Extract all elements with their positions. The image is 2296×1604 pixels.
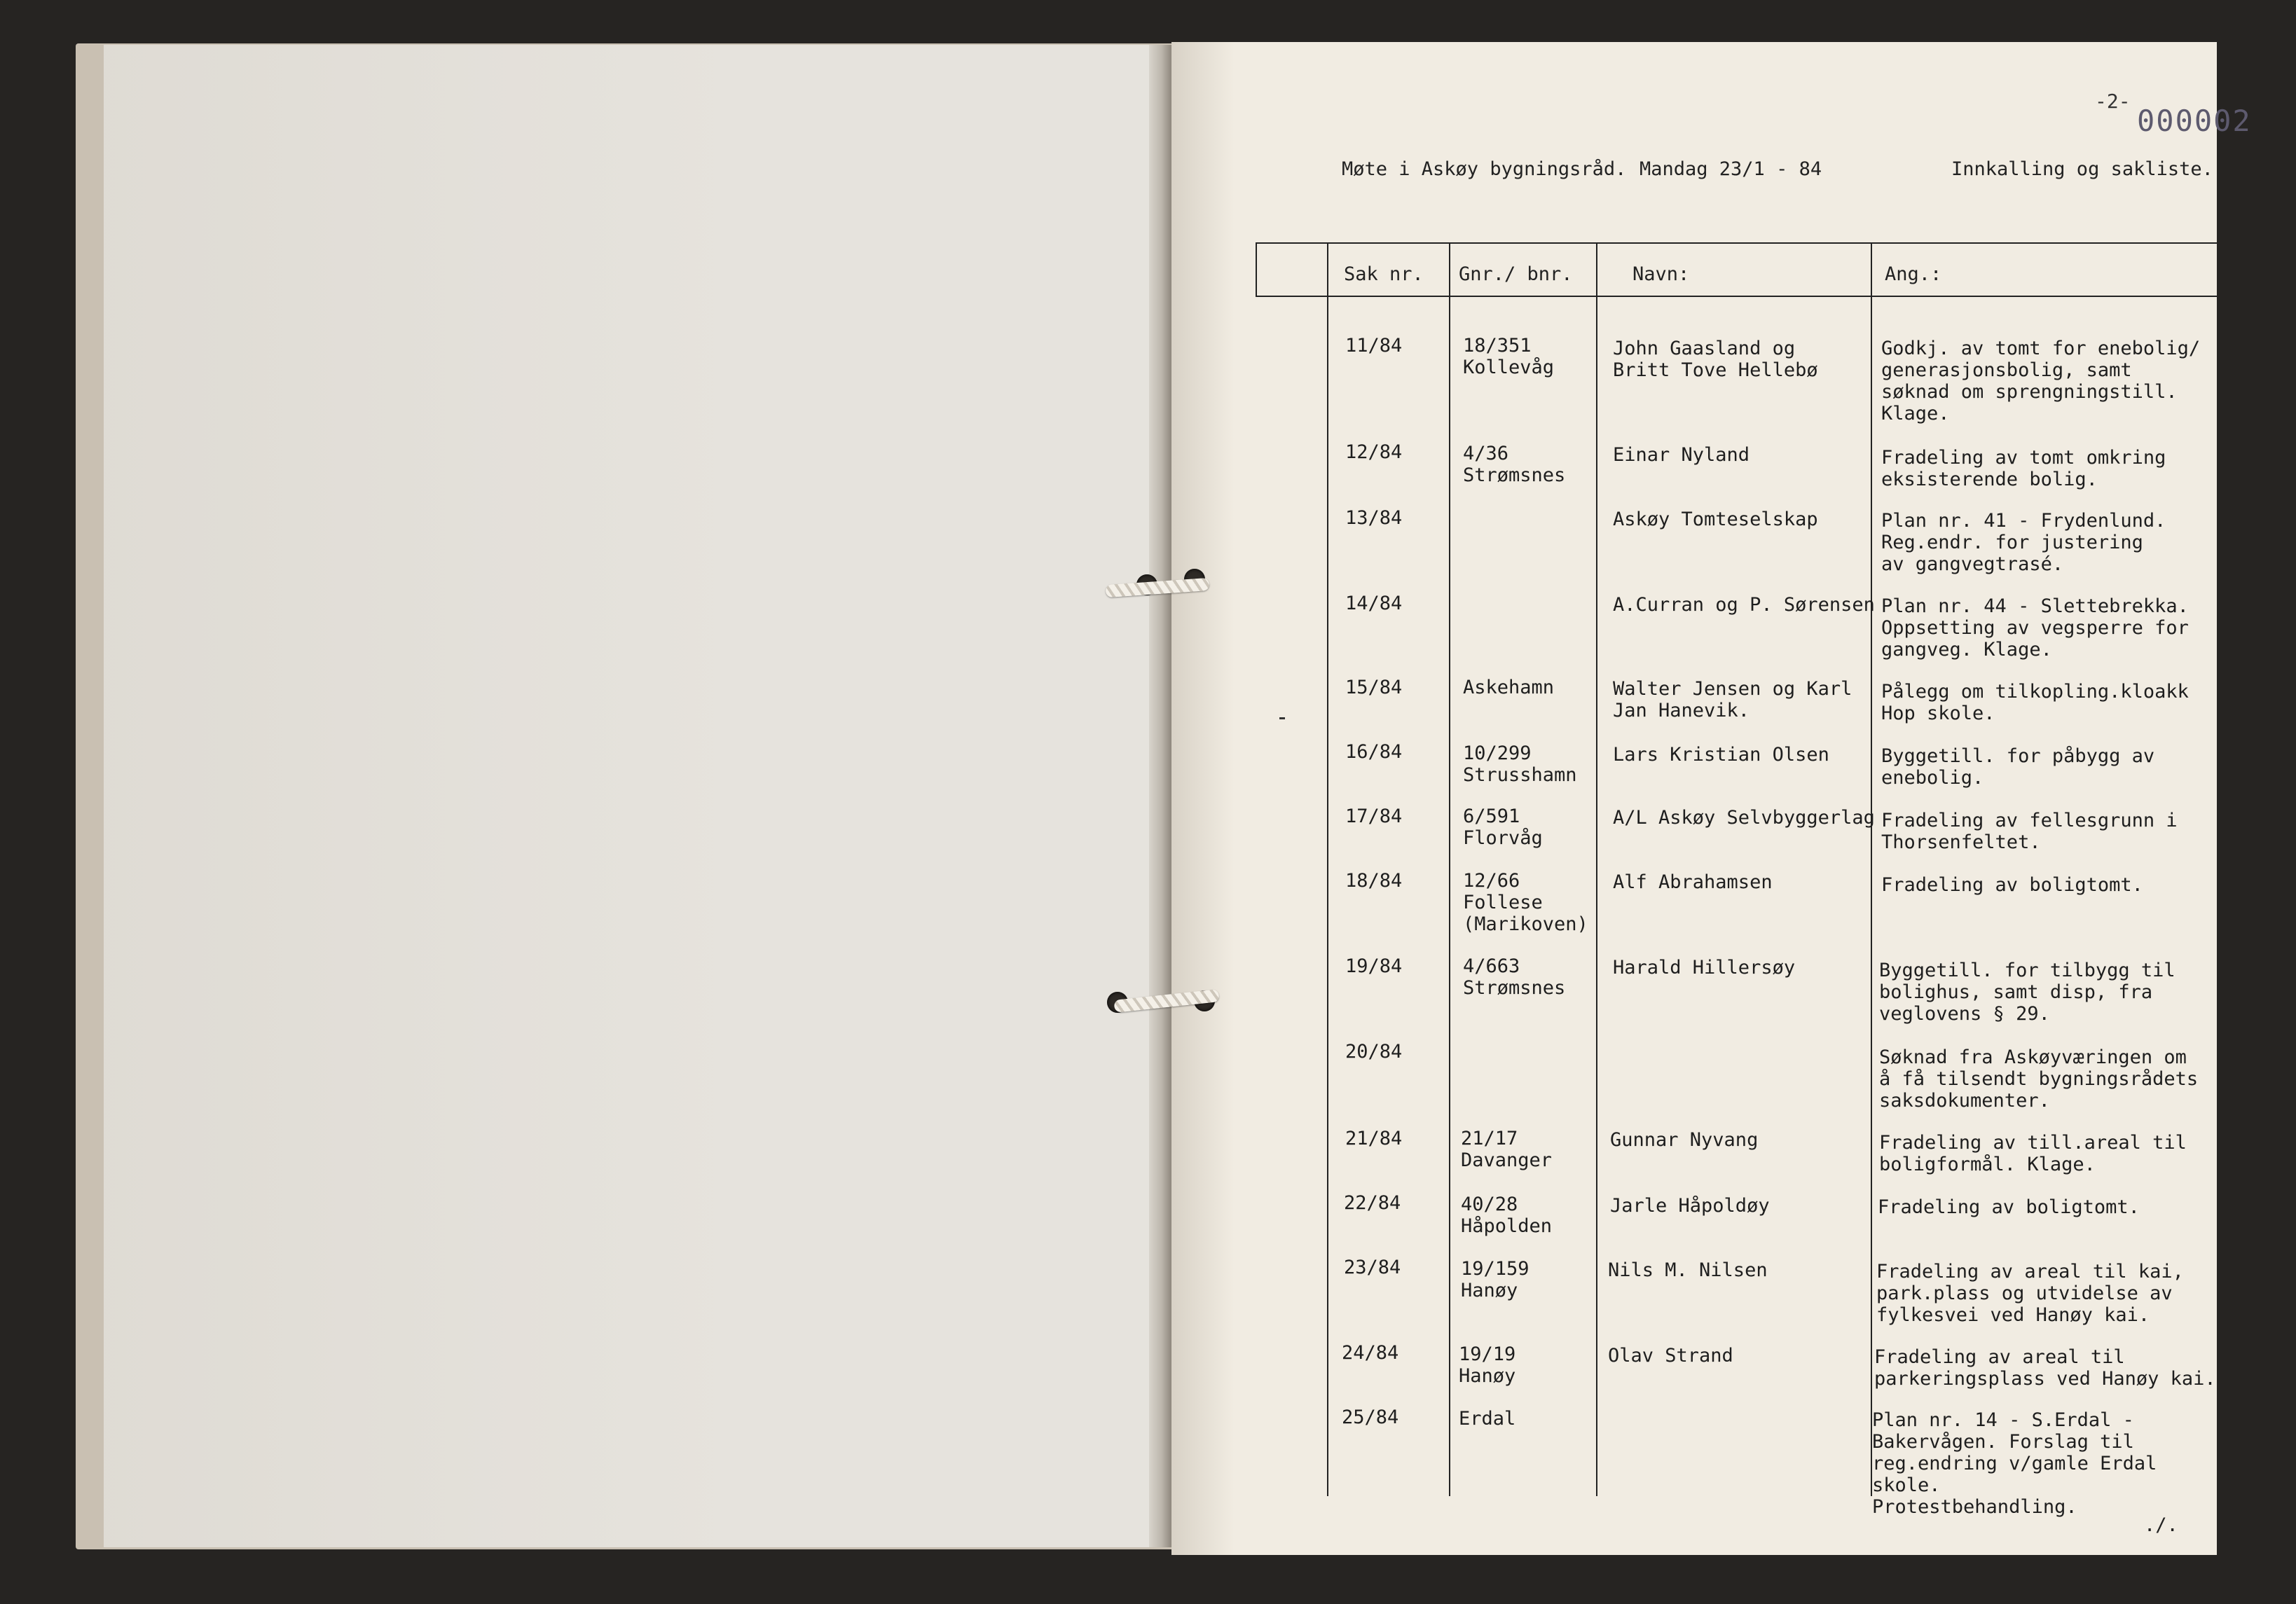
- navn-cell: Jarle Håpoldøy: [1610, 1195, 1770, 1217]
- ang-cell: Fradeling av areal til parkeringsplass ved Hanøy kai.: [1874, 1346, 2216, 1390]
- navn-cell: Walter Jensen og Karl Jan Hanevik.: [1613, 678, 1852, 721]
- sak-cell: 14/84: [1345, 593, 1403, 614]
- navn-cell: A/L Askøy Selvbyggerlag: [1613, 807, 1875, 829]
- sak-cell: 21/84: [1345, 1128, 1403, 1149]
- ang-cell: Byggetill. for tilbygg til bolighus, samt disp, fra veglovens § 29.: [1879, 960, 2175, 1025]
- navn-cell: Harald Hillersøy: [1613, 957, 1796, 979]
- navn-cell: Einar Nyland: [1613, 444, 1750, 466]
- sak-cell: 15/84: [1345, 677, 1403, 698]
- document-title: Innkalling og sakliste.: [1951, 158, 2213, 180]
- table-left-rule: [1256, 242, 1257, 297]
- ang-cell: Søknad fra Askøyværingen om å få tilsendt bygningsrådets saksdokumenter.: [1879, 1046, 2199, 1112]
- navn-cell: Lars Kristian Olsen: [1613, 744, 1829, 766]
- ang-cell: Plan nr. 14 - S.Erdal - Bakervågen. Forslag til reg.endring v/gamle Erdal skole. Protestbehandling.: [1872, 1409, 2157, 1518]
- ang-cell: Fradeling av till.areal til boligformål. Klage.: [1879, 1132, 2187, 1175]
- sak-cell: 16/84: [1345, 741, 1403, 763]
- column-rule: [1871, 242, 1872, 1496]
- ang-cell: Pålegg om tilkopling.kloakk Hop skole.: [1881, 681, 2189, 724]
- meeting-date: Mandag 23/1 - 84: [1639, 158, 1822, 180]
- gnr-cell: Erdal: [1459, 1408, 1516, 1430]
- navn-cell: Gunnar Nyvang: [1610, 1129, 1759, 1151]
- gnr-cell: 4/36 Strømsnes: [1463, 443, 1566, 486]
- sak-cell: 25/84: [1342, 1406, 1399, 1428]
- continuation-mark: ./.: [2144, 1514, 2178, 1536]
- gnr-cell: 12/66 Follese (Marikoven): [1463, 870, 1588, 935]
- sak-cell: 18/84: [1345, 870, 1403, 892]
- sak-cell: 19/84: [1345, 955, 1403, 977]
- gnr-cell: Askehamn: [1463, 677, 1555, 698]
- sak-cell: 13/84: [1345, 507, 1403, 529]
- column-rule: [1596, 242, 1597, 1496]
- gnr-cell: 18/351 Kollevåg: [1463, 335, 1555, 378]
- ang-cell: Fradeling av tomt omkring eksisterende bolig.: [1881, 447, 2166, 490]
- page-number: -2-: [2095, 90, 2131, 113]
- column-header-gnr: Gnr./ bnr.: [1459, 263, 1573, 285]
- column-header-navn: Navn:: [1632, 263, 1690, 285]
- column-header-ang: Ang.:: [1885, 263, 1942, 285]
- ang-cell: Byggetill. for påbygg av enebolig.: [1881, 745, 2155, 789]
- ang-cell: Plan nr. 44 - Slettebrekka. Oppsetting av vegsperre for gangveg. Klage.: [1881, 595, 2189, 661]
- ang-cell: Godkj. av tomt for enebolig/ generasjonsbolig, samt søknad om sprengningstill. Klage.: [1881, 338, 2201, 424]
- table-header-rule: [1256, 296, 2217, 297]
- sak-cell: 17/84: [1345, 806, 1403, 827]
- gnr-cell: 21/17 Davanger: [1461, 1128, 1553, 1171]
- ang-cell: Fradeling av areal til kai, park.plass og utvidelse av fylkesvei ved Hanøy kai.: [1876, 1261, 2184, 1326]
- gnr-cell: 40/28 Håpolden: [1461, 1194, 1553, 1237]
- navn-cell: A.Curran og P. Sørensen: [1613, 594, 1875, 616]
- sak-cell: 20/84: [1345, 1041, 1403, 1063]
- gnr-cell: 6/591 Florvåg: [1463, 806, 1543, 849]
- column-rule: [1449, 242, 1450, 1496]
- sak-cell: 12/84: [1345, 441, 1403, 463]
- ang-cell: Plan nr. 41 - Frydenlund. Reg.endr. for justering av gangvegtrasé.: [1881, 510, 2166, 575]
- book-spine: [1149, 45, 1171, 1547]
- archive-stamp: 000002: [2137, 104, 2252, 138]
- ang-cell: Fradeling av boligtomt.: [1878, 1196, 2140, 1218]
- gnr-cell: 10/299 Strusshamn: [1463, 742, 1577, 786]
- stray-mark: [1279, 717, 1285, 719]
- ang-cell: Fradeling av fellesgrunn i Thorsenfeltet.: [1881, 810, 2178, 853]
- navn-cell: Alf Abrahamsen: [1613, 871, 1773, 893]
- meeting-title: Møte i Askøy bygningsråd.: [1342, 158, 1627, 180]
- navn-cell: Nils M. Nilsen: [1608, 1259, 1768, 1281]
- column-rule: [1327, 242, 1328, 1496]
- ang-cell: Fradeling av boligtomt.: [1881, 874, 2143, 896]
- gnr-cell: 19/19 Hanøy: [1459, 1343, 1516, 1387]
- left-page: [104, 45, 1155, 1547]
- sak-cell: 11/84: [1345, 335, 1403, 357]
- gnr-cell: 19/159 Hanøy: [1461, 1258, 1529, 1301]
- sak-cell: 22/84: [1344, 1192, 1401, 1214]
- navn-cell: Askøy Tomteselskap: [1613, 509, 1818, 530]
- gnr-cell: 4/663 Strømsnes: [1463, 955, 1566, 999]
- navn-cell: Olav Strand: [1608, 1345, 1733, 1367]
- sak-cell: 23/84: [1344, 1257, 1401, 1278]
- column-header-sak: Sak nr.: [1344, 263, 1424, 285]
- table-top-rule: [1256, 242, 2217, 244]
- navn-cell: John Gaasland og Britt Tove Hellebø: [1613, 338, 1818, 381]
- sak-cell: 24/84: [1342, 1342, 1399, 1364]
